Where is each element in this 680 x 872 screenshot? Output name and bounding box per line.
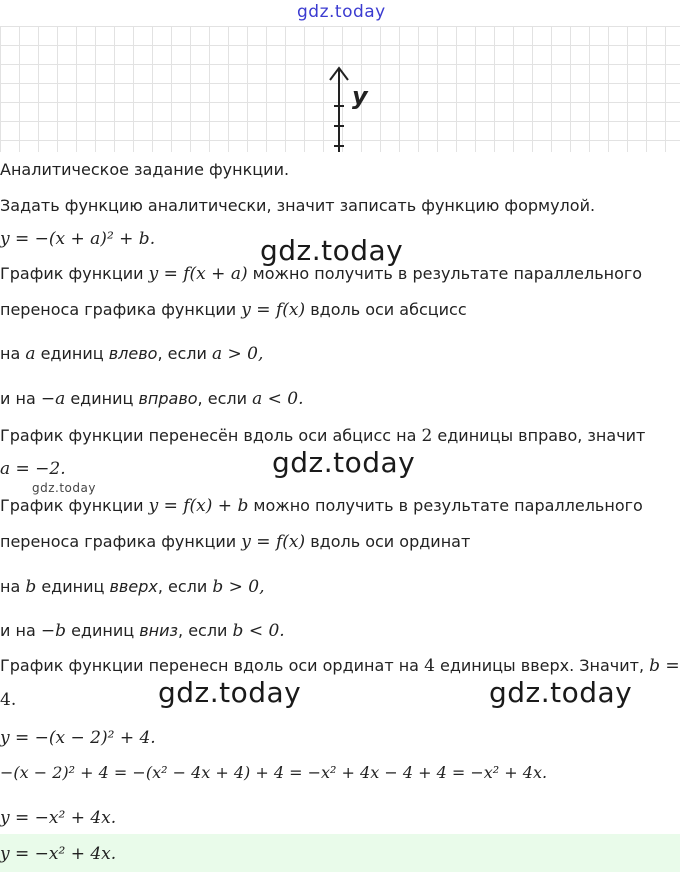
text-line: [0, 264, 642, 284]
text-line: Задать функцию аналитически, значит записать функцию формулой.: [0, 196, 596, 215]
formula: b: [25, 577, 37, 597]
text: переноса графика функции: [0, 532, 242, 551]
text: единиц: [65, 621, 140, 640]
formula: y = f(x): [241, 300, 306, 320]
text: единиц: [36, 577, 110, 596]
text: можно получить в результате параллельного: [248, 496, 643, 515]
formula: a < 0.: [252, 389, 304, 409]
text-line: [0, 389, 304, 409]
y-axis: [0, 26, 680, 152]
watermark: gdz.today: [260, 234, 404, 267]
formula: −b: [40, 621, 66, 641]
formula: 2: [421, 426, 433, 446]
watermark: gdz.today: [32, 481, 96, 495]
formula-line: y = −(x + a)² + b.: [0, 229, 156, 249]
text: единицы вверх. Значит,: [434, 656, 650, 675]
text: , если: [197, 389, 253, 408]
text: График функции: [0, 264, 149, 283]
text: единицы вправо, значит: [432, 426, 646, 445]
text: График функции перенесн вдоль оси ординат на: [0, 656, 425, 675]
formula: 4: [424, 656, 435, 676]
text-line: [0, 426, 645, 446]
formula-line: y = −(x − 2)² + 4.: [0, 728, 156, 748]
formula: b < 0.: [232, 621, 285, 641]
formula: y = f(x): [241, 532, 306, 552]
text: и на: [0, 389, 41, 408]
text-line: [0, 344, 263, 364]
text-line: [0, 656, 680, 676]
formula-line: y = −x² + 4x.: [0, 808, 117, 828]
formula: y = f(x + a): [148, 264, 248, 284]
emphasis: влево: [108, 344, 158, 363]
formula-line: −(x − 2)² + 4 = −(x² − 4x + 4) + 4 = −x² + 4x − 4 + 4 = −x² + 4x.: [0, 763, 548, 782]
answer-box: [0, 834, 680, 872]
formula: a > 0,: [211, 344, 264, 364]
text-line: [0, 496, 643, 516]
text: , если: [157, 344, 212, 363]
formula: y = f(x) + b: [148, 496, 249, 516]
text: , если: [157, 577, 213, 596]
text-line: [0, 621, 285, 641]
text: переноса графика функции: [0, 300, 242, 319]
watermark: gdz.today: [158, 676, 302, 709]
answer-formula: y = −x² + 4x.: [0, 844, 117, 864]
text-line: [0, 532, 470, 552]
graph-grid: [0, 26, 680, 152]
formula: b =: [649, 656, 680, 676]
emphasis: вверх: [109, 577, 158, 596]
emphasis: вниз: [139, 621, 179, 640]
text: на: [0, 344, 26, 363]
formula-line: 4.: [0, 690, 17, 710]
text: вдоль оси абсцисс: [305, 300, 467, 319]
formula: b > 0,: [212, 577, 265, 597]
emphasis: вправо: [138, 389, 198, 408]
text: График функции перенесён вдоль оси абцисс на: [0, 426, 422, 445]
text: вдоль оси ординат: [305, 532, 471, 551]
text-line: Аналитическое задание функции.: [0, 160, 290, 179]
text: и на: [0, 621, 41, 640]
text: можно получить в результате параллельного: [247, 264, 643, 283]
watermark: gdz.today: [489, 676, 633, 709]
text: единиц: [65, 389, 139, 408]
formula-line: a = −2.: [0, 459, 66, 479]
text: единиц: [35, 344, 109, 363]
text-line: [0, 577, 265, 597]
formula: a: [25, 344, 36, 364]
watermark: gdz.today: [272, 446, 416, 479]
text-line: [0, 300, 467, 320]
formula: −a: [40, 389, 66, 409]
text: на: [0, 577, 26, 596]
y-axis-label: y: [352, 82, 368, 110]
text: График функции: [0, 496, 149, 515]
watermark-top: gdz.today: [297, 2, 386, 22]
text: , если: [178, 621, 233, 640]
